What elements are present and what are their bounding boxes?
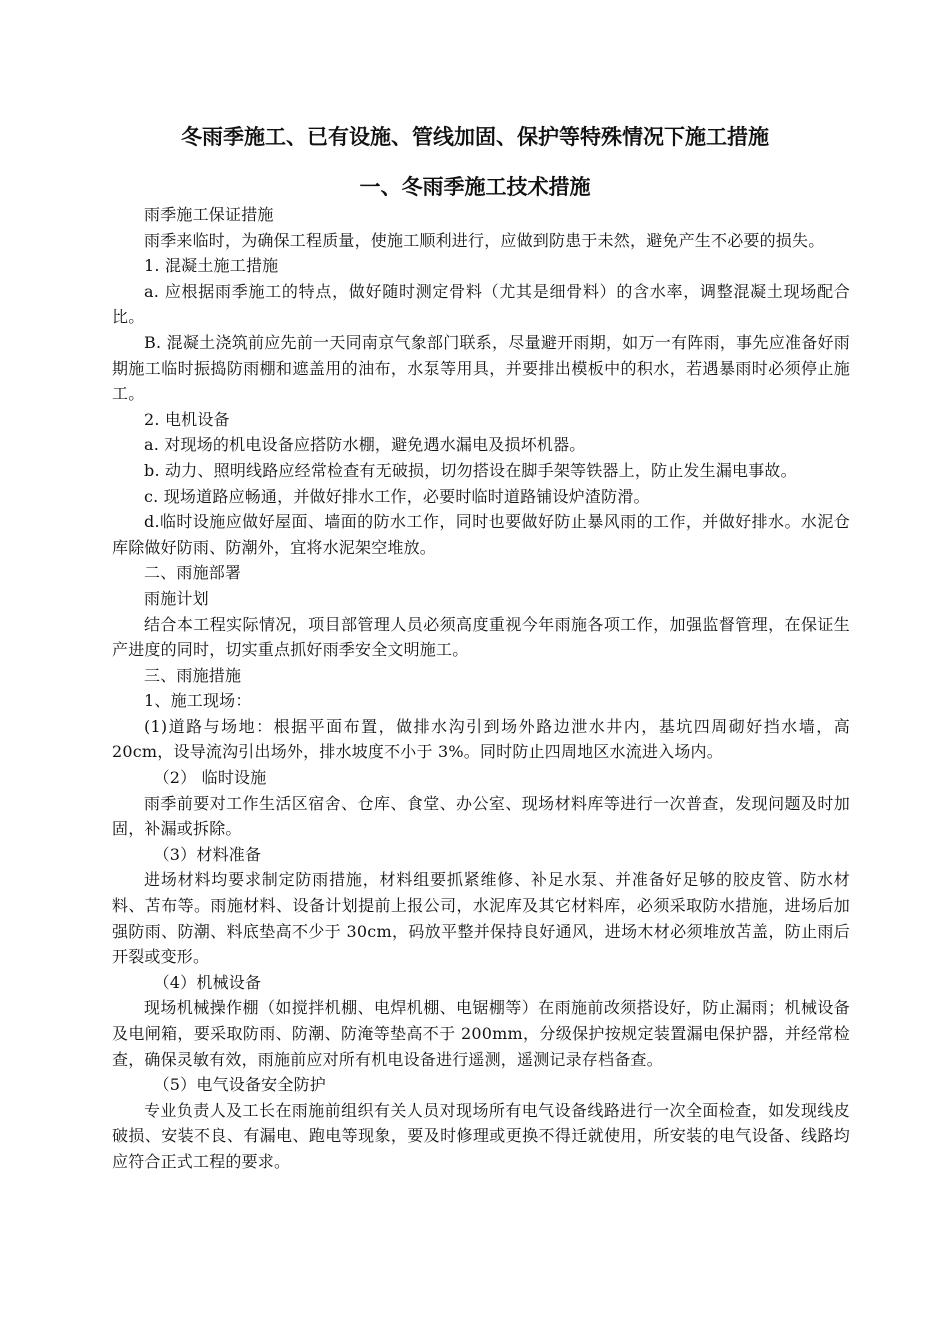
paragraph: 1、施工现场：	[144, 691, 252, 711]
paragraph: （4）机械设备	[153, 972, 262, 992]
paragraph: 二、雨施部署	[144, 563, 242, 583]
paragraph: 雨施计划	[144, 588, 209, 608]
paragraph: (1)道路与场地：根据平面布置，做排水沟引到场外路边泄水井内，基坑四周砌好挡水墙，高 20cm，设导流沟引出场外，排水坡度不小于 3%。同时防止四周地区水流进入场内。	[112, 716, 850, 762]
paragraph: d.临时设施应做好屋面、墙面的防水工作，同时也要做好防止暴风雨的工作，并做好排水。水泥仓库除做好防雨、防潮外，宜将水泥架空堆放。	[112, 512, 850, 557]
paragraph: （3）材料准备	[153, 844, 262, 864]
paragraph: 现场机械操作棚（如搅拌机棚、电焊机棚、电锯棚等）在雨施前改须搭设好，防止漏雨；机械设备及电闸箱，要采取防雨、防潮、防淹等垫高不于 200mm，分级保护按规定装置漏电保护器，并经常检查，确保灵敏有效，雨施前应对所有机电设备进行遥测，遥测记录存档备查。	[112, 998, 850, 1069]
paragraph: （2） 临时设施	[153, 768, 267, 788]
paragraph: （5）电气设备安全防护	[153, 1075, 326, 1095]
document-title: 冬雨季施工、已有设施、管线加固、保护等特殊情况下施工措施	[181, 124, 769, 149]
paragraph: 1. 混凝土施工措施	[144, 256, 279, 276]
paragraph: 进场材料均要求制定防雨措施，材料组要抓紧维修、补足水泵、并准备好足够的胶皮管、防水材料、苫布等。雨施材料、设备计划提前上报公司，水泥库及其它材料库，必须采取防水措施，进场后加强防雨、防潮、料底垫高不少于 30cm，码放平整并保持良好通风，进场木材必须堆放苫盖，防止雨后开裂或变形。	[112, 870, 850, 967]
paragraph: 雨季来临时，为确保工程质量，使施工顺利进行，应做到防患于未然，避免产生不必要的损失。	[144, 230, 825, 250]
paragraph: b. 动力、照明线路应经常检查有无破损，切勿搭设在脚手架等铁器上，防止发生漏电事故。	[144, 460, 797, 480]
paragraph: 专业负责人及工长在雨施前组织有关人员对现场所有电气设备线路进行一次全面检查，如发现线皮破损、安装不良、有漏电、跑电等现象，要及时修理或更换不得迁就使用，所安装的电气设备、线路均应符合正式工程的要求。	[112, 1100, 850, 1171]
paragraph: B. 混凝土浇筑前应先前一天同南京气象部门联系，尽量避开雨期，如万一有阵雨，事先应准备好雨期施工临时振捣防雨棚和遮盖用的油布，水泵等用具，并要排出模板中的积水，若遇暴雨时必须停止施工。	[112, 332, 850, 404]
paragraph: a. 对现场的机电设备应搭防水棚，避免遇水漏电及损坏机器。	[144, 435, 586, 455]
paragraph: 三、雨施措施	[144, 665, 242, 685]
paragraph: a. 应根据雨季施工的特点，做好随时测定骨料（尤其是细骨料）的含水率，调整混凝土现场配合比。	[112, 281, 850, 327]
paragraph: 雨季施工保证措施	[144, 205, 274, 224]
paragraph: 结合本工程实际情况，项目部管理人员必须高度重视今年雨施各项工作，加强监督管理，在保证生产进度的同时，切实重点抓好雨季安全文明施工。	[112, 614, 850, 660]
document-body	[112, 202, 850, 1175]
section-heading: 一、冬雨季施工技术措施	[359, 174, 591, 199]
paragraph: 雨季前要对工作生活区宿舍、仓库、食堂、办公室、现场材料库等进行一次普查，发现问题及时加固，补漏或拆除。	[112, 793, 850, 839]
paragraph: c. 现场道路应畅通，并做好排水工作，必要时临时道路铺设炉渣防滑。	[144, 486, 650, 506]
paragraph: 2. 电机设备	[144, 409, 230, 429]
